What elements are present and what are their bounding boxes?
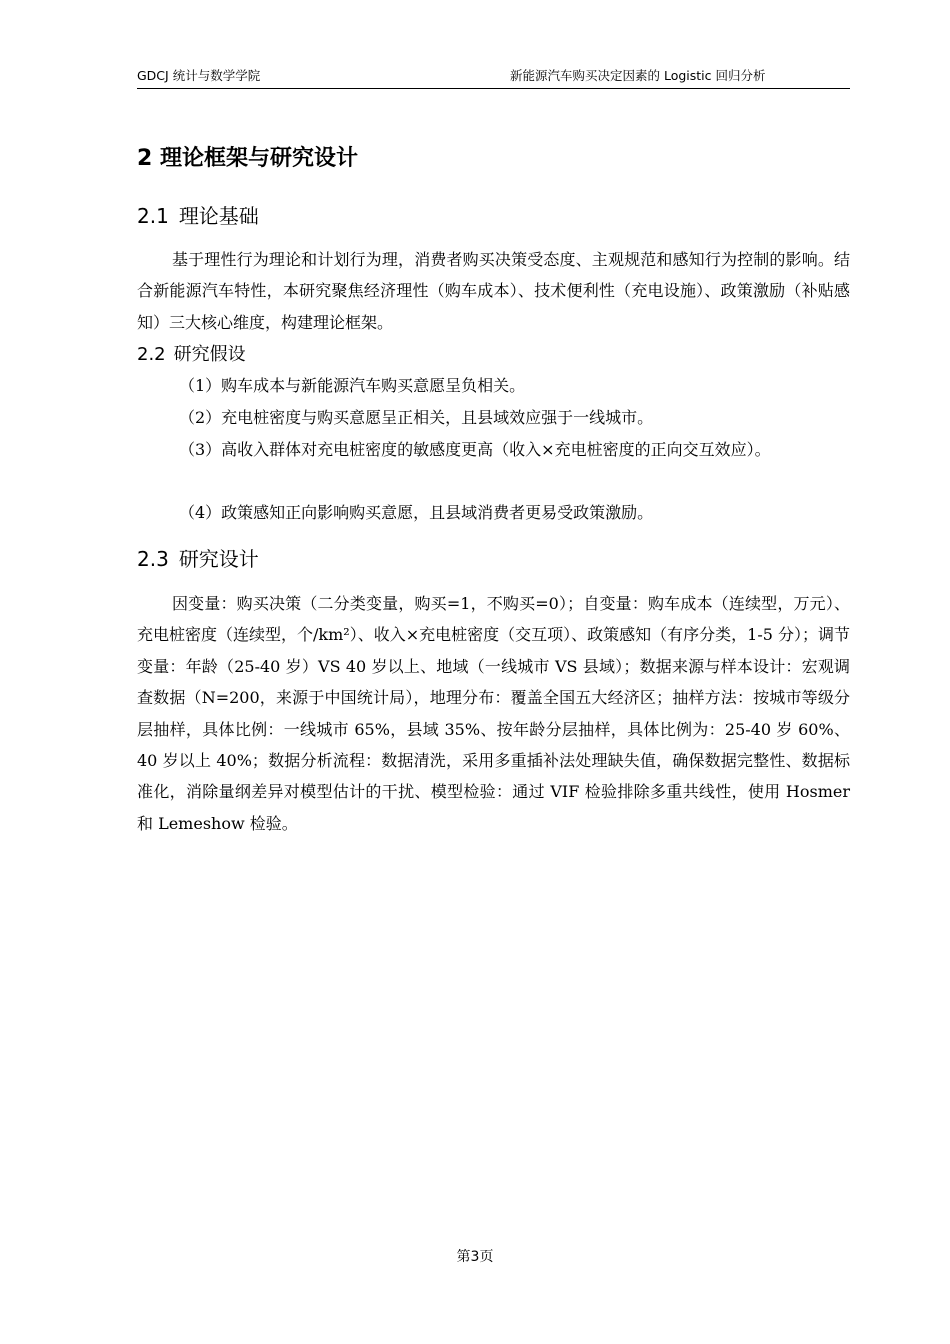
chapter-number: 2 [137, 146, 153, 171]
hypothesis-1: （1）购车成本与新能源汽车购买意愿呈负相关。 [179, 376, 526, 395]
section-2-3-paragraph: 因变量：购买决策（二分类变量，购买=1，不购买=0）；自变量：购车成本（连续型，万元）、充电桩密度（连续型，个/km²）、收入×充电桩密度（交互项）、政策感知（有序分类，1-5 分）；调节变量：年龄（25-40 岁）VS 40 岁以上、地域（一线城市 VS 县域）；数据来源与样本设计：宏观调查数据（N=200，来源于中国统计局），地理分布：覆盖全国五大经济区；抽样方法：按城市等级分层抽样，具体比例：一线城市 65%，县域 35%、按年龄分层抽样，具体比例为：25-40 岁 60%、40 岁以上 40%；数据分析流程：数据清洗，采用多重插补法处理缺失值，确保数据完整性、数据标准化，消除量纲差异对模型估计的干扰、模型检验：通过 VIF 检验排除多重共线性，使用 Hosmer 和 Lemeshow 检验。 [137, 594, 850, 833]
hypothesis-3: （3）高收入群体对充电桩密度的敏感度更高（收入×充电桩密度的正向交互效应）。 [179, 440, 771, 459]
chapter-heading [137, 145, 358, 173]
section-title: 理论基础 [178, 204, 259, 228]
chapter-title: 理论框架与研究设计 [159, 146, 358, 171]
page-number: 第3页 [456, 1249, 494, 1265]
page-header [137, 66, 850, 89]
section-heading-2-2 [137, 343, 246, 367]
section-2-1-paragraph: 基于理性行为理论和计划行为理，消费者购买决策受态度、主观规范和感知行为控制的影响。结合新能源汽车特性，本研究聚焦经济理性（购车成本）、技术便利性（充电设施）、政策激励（补贴感知）三大核心维度，构建理论框架。 [137, 250, 850, 332]
section-number: 2.3 [137, 547, 169, 571]
section-heading-2-1 [137, 203, 259, 229]
section-number: 2.1 [137, 204, 169, 228]
section-number: 2.2 [137, 344, 166, 365]
header-paper-title: 新能源汽车购买决定因素的 Logistic 回归分析 [510, 68, 766, 83]
hypothesis-4: （4）政策感知正向影响购买意愿，且县域消费者更易受政策激励。 [179, 503, 654, 522]
section-heading-2-3 [137, 546, 259, 572]
header-institution: GDCJ 统计与数学学院 [137, 68, 261, 83]
section-title: 研究设计 [178, 547, 259, 571]
section-title: 研究假设 [173, 344, 246, 365]
hypothesis-2: （2）充电桩密度与购买意愿呈正相关，且县域效应强于一线城市。 [179, 408, 654, 427]
